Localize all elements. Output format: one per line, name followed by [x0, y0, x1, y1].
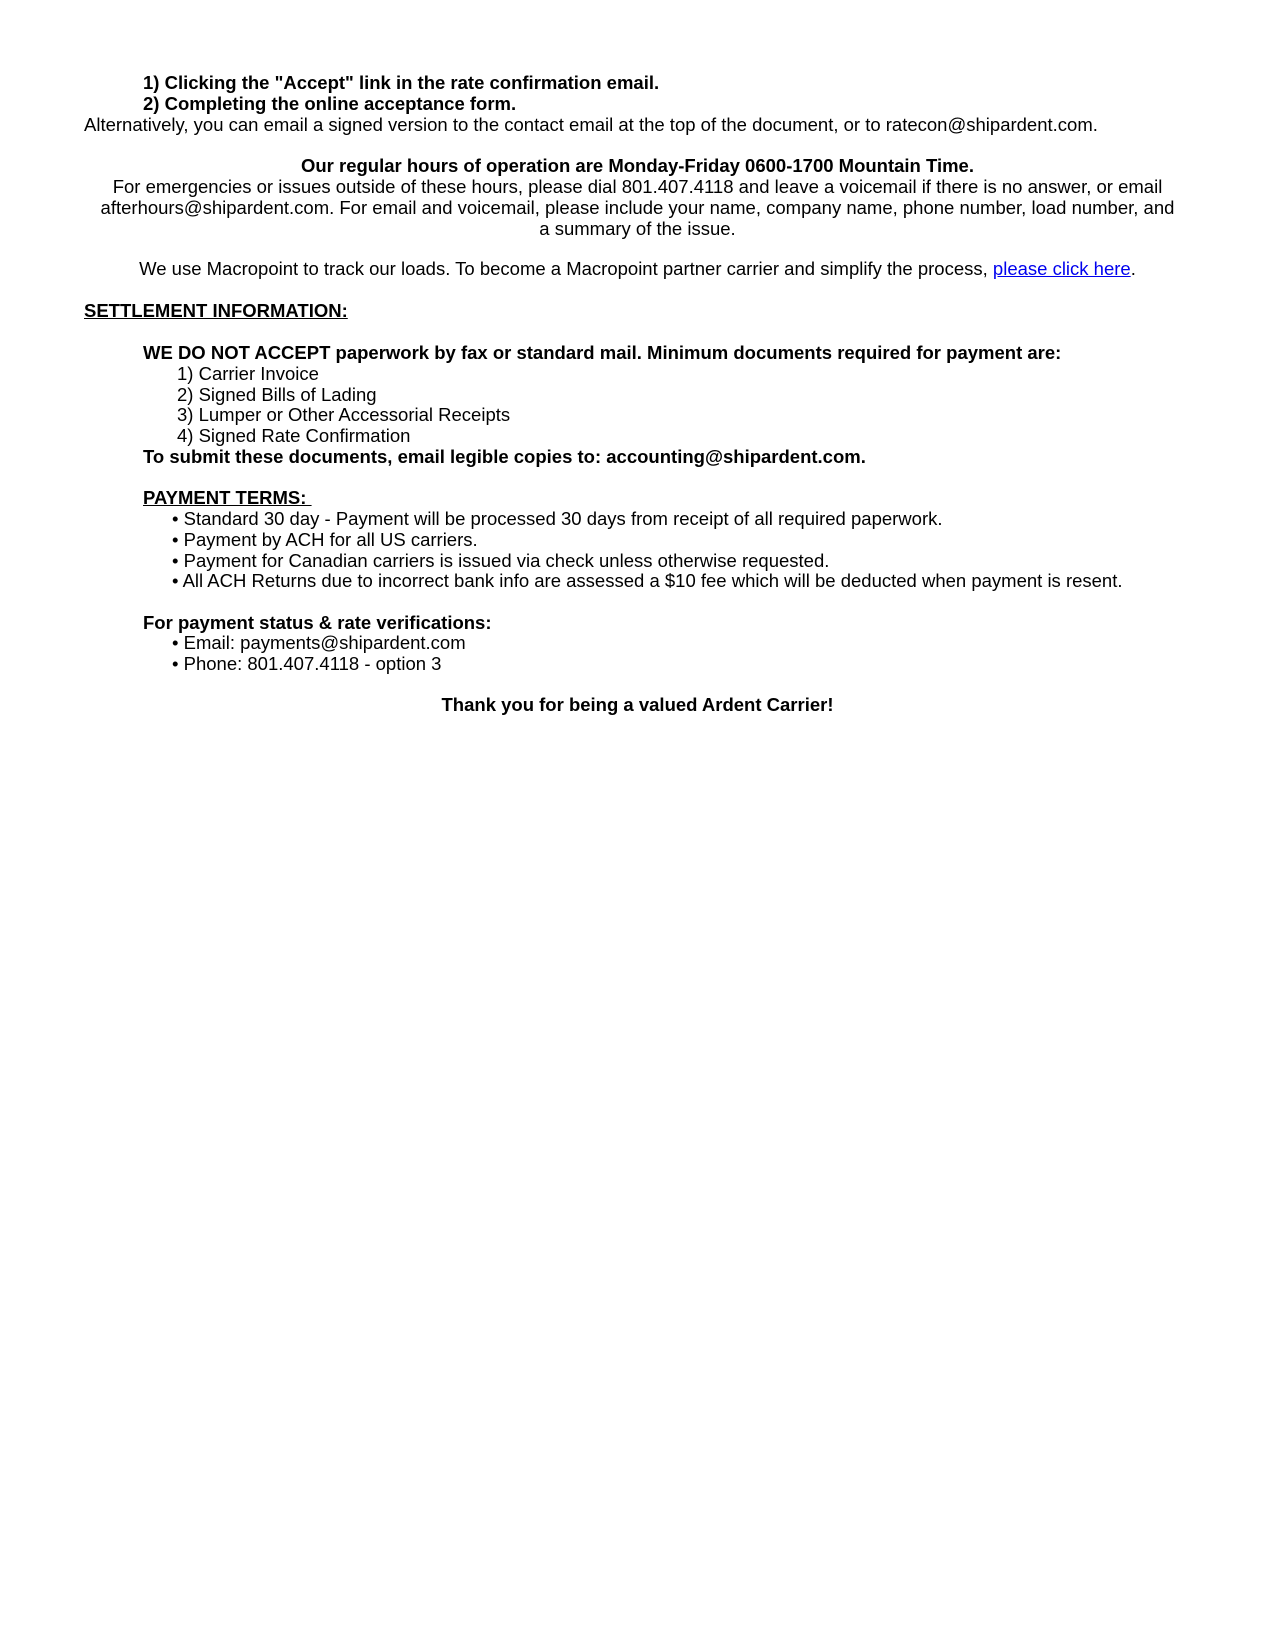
payment-status-phone: • Phone: 801.407.4118 - option 3 — [172, 653, 442, 674]
acceptance-step-1: 1) Clicking the "Accept" link in the rate confirmation email. — [143, 72, 660, 93]
settlement-intro: WE DO NOT ACCEPT paperwork by fax or standard mail. Minimum documents required for payment are: — [143, 342, 1062, 363]
payment-terms-heading: PAYMENT TERMS: — [143, 487, 312, 508]
payment-term-item: • Standard 30 day - Payment will be processed 30 days from receipt of all required paperwork. — [172, 508, 943, 529]
acceptance-step-2: 2) Completing the online acceptance form. — [143, 93, 517, 114]
macropoint-suffix: . — [1130, 258, 1136, 279]
macropoint-link[interactable]: please click here — [992, 258, 1131, 279]
acceptance-alternative: Alternatively, you can email a signed version to the contact email at the top of the document, or to ratecon@shipardent.com. — [84, 114, 1098, 135]
payment-term-item: • All ACH Returns due to incorrect bank info are assessed a $10 fee which will be deducted when payment is resent. — [172, 570, 1123, 591]
closing-message: Thank you for being a valued Ardent Carrier! — [441, 694, 834, 715]
hours-line-3: a summary of the issue. — [539, 218, 736, 239]
document-item: 1) Carrier Invoice — [177, 363, 319, 384]
payment-status-heading: For payment status & rate verifications: — [143, 612, 492, 633]
hours-line-1: For emergencies or issues outside of these hours, please dial 801.407.4118 and leave a voicemail if there is no answer, or email — [112, 176, 1163, 197]
hours-heading: Our regular hours of operation are Monday-Friday 0600-1700 Mountain Time. — [300, 155, 974, 176]
document-item: 2) Signed Bills of Lading — [177, 384, 377, 405]
hours-line-2: afterhours@shipardent.com. For email and voicemail, please include your name, company name, phone number, load number, and — [100, 197, 1175, 218]
macropoint-paragraph — [0, 258, 1275, 279]
settlement-heading: SETTLEMENT INFORMATION: — [84, 300, 348, 321]
document-item: 3) Lumper or Other Accessorial Receipts — [177, 404, 511, 425]
macropoint-text: We use Macropoint to track our loads. To become a Macropoint partner carrier and simplify the process, — [139, 258, 993, 279]
payment-term-item: • Payment for Canadian carriers is issued via check unless otherwise requested. — [172, 550, 830, 571]
document-item: 4) Signed Rate Confirmation — [177, 425, 411, 446]
payment-term-item: • Payment by ACH for all US carriers. — [172, 529, 478, 550]
settlement-submit: To submit these documents, email legible copies to: accounting@shipardent.com. — [143, 446, 866, 467]
payment-status-email: • Email: payments@shipardent.com — [172, 632, 466, 653]
